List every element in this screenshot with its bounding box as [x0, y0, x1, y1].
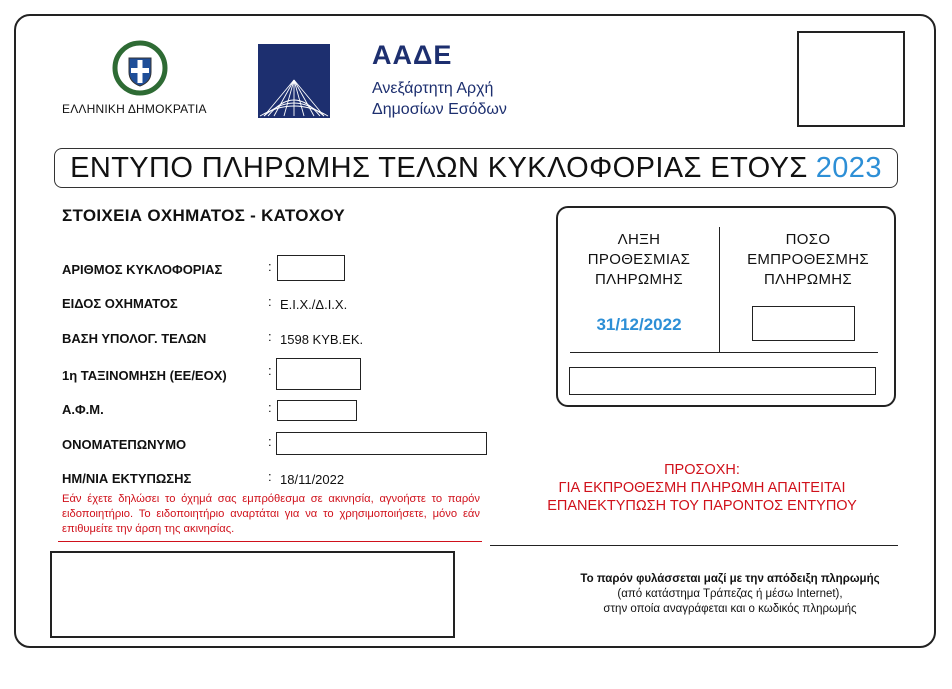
colon: :	[268, 434, 272, 449]
deadline-label-line: ΠΛΗΡΩΜΗΣ	[595, 271, 683, 288]
aade-subtitle-line1: Ανεξάρτητη Αρχή	[372, 80, 494, 97]
red-divider	[58, 541, 482, 542]
warning-line: ΠΡΟΣΟΧΗ:	[664, 462, 740, 478]
form-title-year: 2023	[815, 151, 882, 184]
aade-logo-icon	[258, 44, 330, 118]
footer-line: Το παρόν φυλάσσεται μαζί με την απόδειξη πληρωμής	[580, 573, 880, 585]
colon: :	[268, 294, 272, 309]
colon: :	[268, 329, 272, 344]
warning-line: ΕΠΑΝΕΚΤΥΠΩΣΗ ΤΟΥ ΠΑΡΟΝΤΟΣ ΕΝΤΥΠΟΥ	[547, 498, 857, 514]
late-payment-warning	[500, 461, 904, 515]
footer-line: (από κατάστημα Τράπεζας ή μέσω Internet),	[617, 588, 843, 600]
amount-label-line: ΕΜΠΡΟΘΕΣΜΗΣ	[747, 251, 869, 268]
full-name-field	[276, 432, 487, 455]
field-label-print-date: ΗΜ/ΝΙΑ ΕΚΤΥΠΩΣΗΣ	[62, 471, 192, 486]
bottom-barcode-box	[50, 551, 455, 638]
colon: :	[268, 259, 272, 274]
field-label-vehicle-type: ΕΙΔΟΣ ΟΧΗΜΑΤΟΣ	[62, 296, 178, 311]
field-label-first-registration: 1η ΤΑΞΙΝΟΜΗΣΗ (ΕΕ/ΕΟΧ)	[62, 368, 227, 383]
amount-label	[732, 230, 884, 290]
fee-basis-value: 1598 ΚΥΒ.ΕΚ.	[280, 332, 364, 347]
deadline-date: 31/12/2022	[596, 315, 682, 334]
afm-field	[277, 400, 357, 421]
first-registration-field	[276, 358, 361, 390]
amount-field	[752, 306, 855, 341]
field-label-registration: ΑΡΙΘΜΟΣ ΚΥΚΛΟΦΟΡΙΑΣ	[62, 262, 223, 277]
footer-note	[528, 572, 932, 617]
field-label-full-name: ΟΝΟΜΑΤΕΠΩΝΥΜΟ	[62, 437, 187, 452]
colon: :	[268, 469, 272, 484]
deadline-label-line: ΠΡΟΘΕΣΜΙΑΣ	[587, 251, 691, 268]
deadline-label	[572, 230, 706, 290]
vehicle-type-value: Ε.Ι.Χ./Δ.Ι.Χ.	[280, 297, 348, 312]
vehicle-section-title: ΣΤΟΙΧΕΙΑ ΟΧΗΜΑΤΟΣ - ΚΑΤΟΧΟΥ	[62, 206, 346, 225]
amount-label-line: ΠΟΣΟ	[785, 231, 831, 248]
aade-subtitle	[372, 78, 507, 120]
immobilization-notice: Εάν έχετε δηλώσει το όχημά σας εμπρόθεσμα σε ακινησία, αγνοήστε το παρόν ειδοποιητήριο. Το ειδοποιητήριο αναρτάται για να το χρησιμοποιήσετε, μόνο εάν επιθυμείτε την άρση της ακινησίας.	[62, 493, 480, 535]
greek-emblem-icon	[112, 40, 168, 96]
panel-horizontal-divider	[570, 352, 878, 353]
print-date-value: 18/11/2022	[280, 472, 345, 487]
form-title-text: ΕΝΤΥΠΟ ΠΛΗΡΩΜΗΣ ΤΕΛΩΝ ΚΥΚΛΟΦΟΡΙΑΣ ΕΤΟΥΣ	[70, 151, 808, 184]
warning-line: ΓΙΑ ΕΚΠΡΟΘΕΣΜΗ ΠΛΗΡΩΜΗ ΑΠΑΙΤΕΙΤΑΙ	[558, 480, 846, 496]
aade-subtitle-line2: Δημοσίων Εσόδων	[372, 101, 507, 118]
payment-code-field	[569, 367, 876, 395]
aade-title: ΑΑΔΕ	[372, 40, 453, 70]
divider	[490, 545, 898, 546]
form-title	[54, 148, 898, 188]
colon: :	[268, 400, 272, 415]
gov-label: ΕΛΛΗΝΙΚΗ ΔΗΜΟΚΡΑΤΙΑ	[62, 102, 207, 116]
field-label-fee-basis: ΒΑΣΗ ΥΠΟΛΟΓ. ΤΕΛΩΝ	[62, 331, 207, 346]
footer-line: στην οποία αναγράφεται και ο κωδικός πληρωμής	[603, 603, 857, 615]
registration-number-field	[277, 255, 345, 281]
barcode-box	[797, 31, 905, 127]
colon: :	[268, 363, 272, 378]
deadline-label-line: ΛΗΞΗ	[617, 231, 661, 248]
field-label-afm: Α.Φ.Μ.	[62, 402, 104, 417]
panel-vertical-divider	[719, 227, 720, 353]
amount-label-line: ΠΛΗΡΩΜΗΣ	[764, 271, 852, 288]
